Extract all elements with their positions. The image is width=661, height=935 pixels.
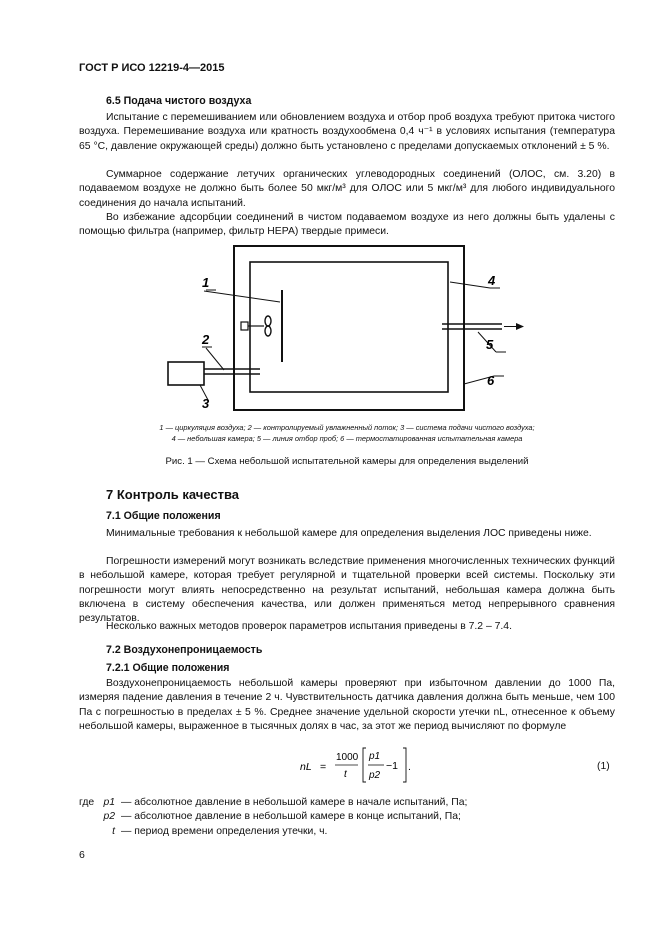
chamber-figure: [160, 240, 540, 416]
fan-blade-top: [265, 316, 271, 326]
formula-denominator: t: [344, 769, 347, 780]
label-1: 1: [202, 275, 210, 290]
definition-symbol: t: [112, 825, 115, 837]
leader-1: [204, 291, 280, 302]
section-6-5-paragraph-1: Испытание с перемешиванием или обновлением воздуха и отбор проб воздуха требуют притока чистого воздуха. Перемешивание воздуха или кратность воздухообмена 0,4 ч⁻¹ в условиях испытания (температура 65 °С, давление окружающей среды) должно быть установлено с пределами допускаемых отклонений ± 5 %.: [79, 112, 615, 152]
definition-prefix: [79, 810, 101, 824]
formula-bracket-right: [403, 748, 406, 782]
formula-lhs: nL: [300, 761, 312, 773]
document-header: ГОСТ Р ИСО 12219-4—2015: [79, 62, 225, 74]
leak-rate-formula: [290, 744, 430, 786]
formula-equals: =: [320, 761, 327, 773]
label-2: 2: [202, 332, 210, 347]
air-supply-box: [168, 362, 204, 385]
leader-4: [450, 282, 490, 288]
definition-text: — период времени определения утечки, ч.: [121, 825, 328, 837]
figure-legend-line-2: 4 — небольшая камера; 5 — линия отбор проб; 6 — термостатированная испытательная камера: [171, 434, 523, 443]
formula-p1: p1: [369, 751, 381, 762]
definition-row: [79, 796, 467, 810]
section-7-1-paragraph-2: Погрешности измерений могут возникать вследствие применения многочисленных технических функций в небольшой камере, которая требует регулярной и тщательной проверки всей системы. Поскольку эти погрешности могут влиять непосредственно на результат испытаний, небольшая камера должна быть включена в систему обеспечения качества, или должен применяться метод непрерывного сравнения результатов.: [79, 556, 615, 625]
section-7-2-1-heading: 7.2.1 Общие положения: [106, 662, 230, 674]
outer-chamber-rect: [234, 246, 464, 410]
definition-row: [79, 825, 467, 839]
label-3: 3: [202, 396, 210, 411]
definition-symbol: p2: [103, 811, 115, 823]
fan-motor: [241, 322, 248, 330]
definitions-list: [79, 796, 467, 839]
leader-2: [206, 348, 224, 370]
sampling-arrow-head: [516, 323, 524, 330]
definition-row: [79, 810, 467, 824]
formula-bracket-left: [363, 748, 366, 782]
definition-prefix: [79, 825, 101, 839]
section-7-heading: 7 Контроль качества: [106, 487, 240, 502]
label-6: 6: [487, 373, 495, 388]
section-7-2-1-paragraph-1: Воздухонепроницаемость небольшой камеры проверяют при избыточном давлении до 1000 Па, измеряя падение давления в течение 2 ч. Чувствительность датчика давления должна быть меньше, чем 100 Па с погрешностью в пределах ± 5 %. Среднее значение удельной скорости утечки nL, отнесенное к объему небольшой камеры, выраженное в тысячных долях в час, за этот же период вычисляют по формуле: [79, 678, 615, 732]
formula-period: .: [408, 761, 411, 773]
figure-legend-line-1: 1 — циркуляция воздуха; 2 — контролируемый увлажненный поток; 3 — система подачи чистого воздуха;: [159, 423, 535, 432]
figure-caption: Рис. 1 — Схема небольшой испытательной камеры для определения выделений: [165, 456, 529, 467]
section-6-5-paragraph-3: Во избежание адсорбции соединений в чистом подаваемом воздухе из него должны быть удалены с помощью фильтра (например, фильтр НЕРА) твердые примеси.: [79, 212, 615, 238]
definition-symbol: p1: [103, 797, 115, 808]
formula-minus-one: −1: [386, 760, 398, 772]
page-number: 6: [79, 849, 85, 861]
fan-blade-bottom: [265, 326, 271, 336]
formula-number: (1): [597, 761, 610, 772]
label-4: 4: [488, 273, 496, 288]
section-7-1-paragraph-3: Несколько важных методов проверок параметров испытания приведены в 7.2 – 7.4.: [106, 621, 512, 632]
definition-text: — абсолютное давление в небольшой камере в конце испытаний, Па;: [121, 811, 461, 823]
definition-text: — абсолютное давление в небольшой камере в начале испытаний, Па;: [121, 797, 468, 808]
definition-prefix: где: [79, 797, 95, 808]
section-7-1-heading: 7.1 Общие положения: [106, 510, 221, 522]
section-7-1-paragraph-1: Минимальные требования к небольшой камере для определения выделения ЛОС приведены ниже.: [106, 528, 592, 539]
inner-chamber-rect: [250, 262, 448, 392]
section-6-5-heading: 6.5 Подача чистого воздуха: [106, 95, 252, 107]
label-5: 5: [486, 337, 494, 352]
formula-numerator: 1000: [336, 752, 359, 763]
formula-p2: p2: [369, 770, 381, 781]
section-6-5-paragraph-2: Суммарное содержание летучих органических углеводородных соединений (ОЛОС, см. 3.20) в подаваемом воздухе не должно быть более 50 мкг/м³ для ОЛОС или 5 мкг/м³ для любого индивидуального соединения до начала испытаний.: [79, 169, 615, 209]
section-7-2-heading: 7.2 Воздухонепроницаемость: [106, 644, 263, 656]
